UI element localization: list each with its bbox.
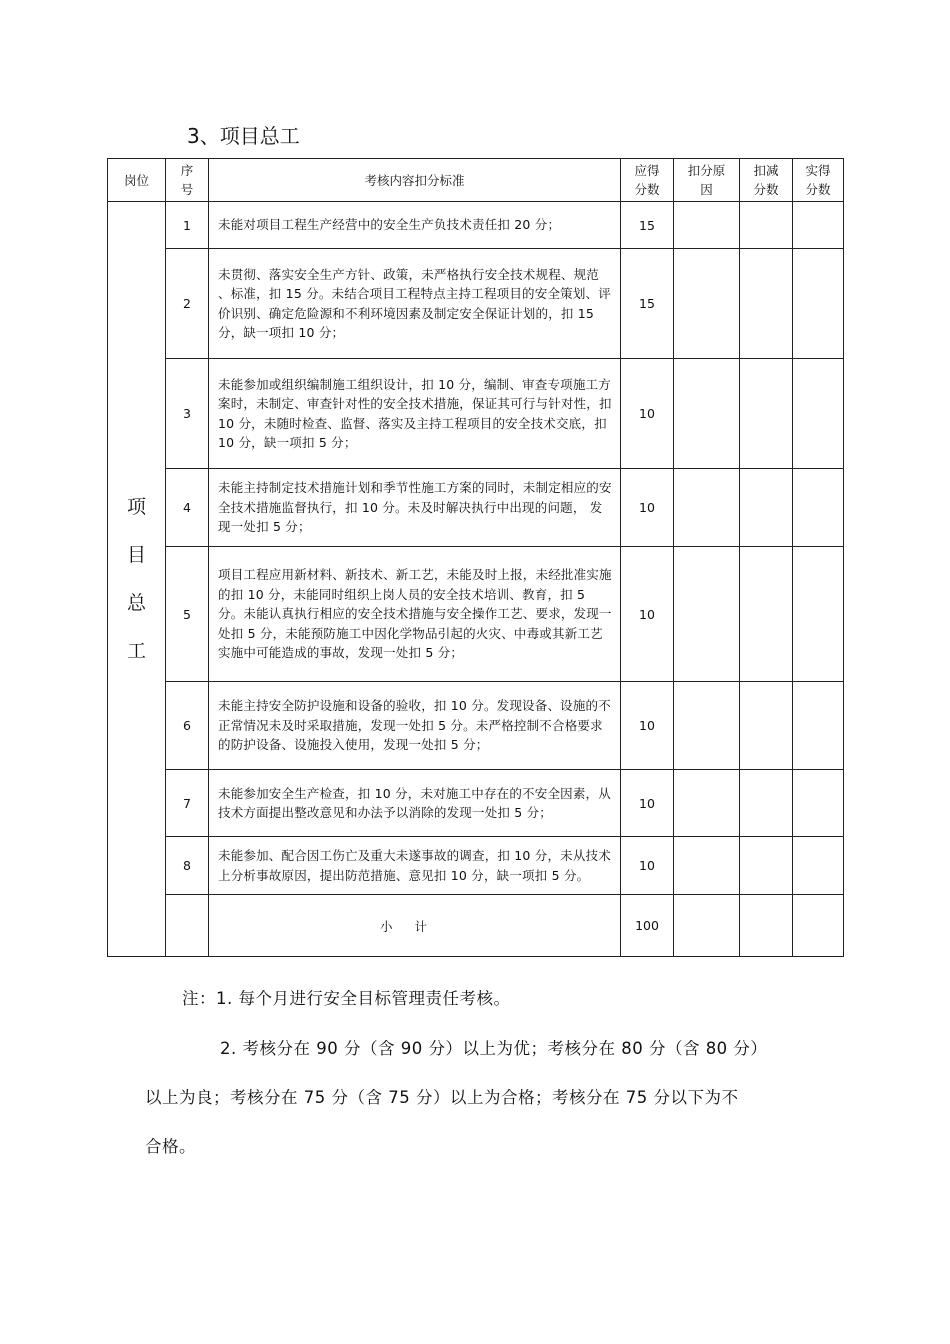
deduct-reason-cell	[674, 837, 740, 895]
deduct-score-cell	[740, 837, 793, 895]
table-row	[108, 249, 844, 359]
subtotal-label: 小计	[209, 895, 621, 957]
content-cell: 未贯彻、落实安全生产方针、政策，未严格执行安全技术规程、规范 、标准，扣 15 分。未结合项目工程特点主持工程项目的安全策划、评价识别、确定危险源和不利环境因素及制定安全保证计划的，扣 15 分，缺一项扣 10 分；	[209, 249, 621, 359]
table-row	[108, 469, 844, 547]
subtotal-seq-cell	[166, 895, 209, 957]
deduct-score-cell	[740, 469, 793, 547]
section-title: 3、项目总工	[187, 124, 300, 148]
actual-score-cell	[793, 359, 844, 469]
deduct-score-cell	[740, 249, 793, 359]
due-score-cell: 15	[621, 202, 674, 249]
note-line-4: 合格。	[145, 1137, 196, 1156]
note-line-1: 注：1. 每个月进行安全目标管理责任考核。	[182, 989, 511, 1008]
due-score-cell: 10	[621, 837, 674, 895]
table-row	[108, 547, 844, 682]
actual-score-cell	[793, 249, 844, 359]
seq-cell: 8	[166, 837, 209, 895]
note-line-2: 2. 考核分在 90 分（含 90 分）以上为优；考核分在 80 分（含 80 分）	[220, 1039, 768, 1058]
post-cell: 项 目 总 工	[108, 202, 166, 957]
table-row	[108, 837, 844, 895]
deduct-score-cell	[740, 895, 793, 957]
deduct-score-cell	[740, 202, 793, 249]
header-due-score: 应得 分数	[621, 159, 674, 202]
actual-score-cell	[793, 770, 844, 837]
deduct-reason-cell	[674, 359, 740, 469]
due-score-cell: 10	[621, 547, 674, 682]
seq-cell: 5	[166, 547, 209, 682]
due-score-cell: 10	[621, 682, 674, 770]
deduct-score-cell	[740, 682, 793, 770]
header-seq: 序 号	[166, 159, 209, 202]
seq-cell: 1	[166, 202, 209, 249]
seq-cell: 2	[166, 249, 209, 359]
actual-score-cell	[793, 547, 844, 682]
header-row	[108, 159, 844, 202]
header-deduct-reason: 扣分原 因	[674, 159, 740, 202]
deduct-score-cell	[740, 547, 793, 682]
seq-cell: 6	[166, 682, 209, 770]
due-score-cell: 10	[621, 469, 674, 547]
header-post: 岗位	[108, 159, 166, 202]
table-row	[108, 770, 844, 837]
deduct-score-cell	[740, 770, 793, 837]
header-content: 考核内容扣分标准	[209, 159, 621, 202]
content-cell: 未能参加安全生产检查，扣 10 分，未对施工中存在的不安全因素，从技术方面提出整改意见和办法予以消除的发现一处扣 5 分；	[209, 770, 621, 837]
header-actual-score: 实得 分数	[793, 159, 844, 202]
due-score-cell: 10	[621, 359, 674, 469]
actual-score-cell	[793, 202, 844, 249]
content-cell: 未能对项目工程生产经营中的安全生产负技术责任扣 20 分；	[209, 202, 621, 249]
deduct-reason-cell	[674, 895, 740, 957]
table-row	[108, 682, 844, 770]
note-line-3: 以上为良；考核分在 75 分（含 75 分）以上为合格；考核分在 75 分以下为不	[145, 1088, 739, 1107]
deduct-reason-cell	[674, 202, 740, 249]
actual-score-cell	[793, 469, 844, 547]
deduct-reason-cell	[674, 682, 740, 770]
actual-score-cell	[793, 837, 844, 895]
subtotal-row	[108, 895, 844, 957]
deduct-reason-cell	[674, 249, 740, 359]
due-score-cell: 10	[621, 770, 674, 837]
content-cell: 未能参加、配合因工伤亡及重大未遂事故的调查，扣 10 分，未从技术上分析事故原因，提出防范措施、意见扣 10 分，缺一项扣 5 分。	[209, 837, 621, 895]
deduct-reason-cell	[674, 469, 740, 547]
table-row	[108, 202, 844, 249]
deduct-reason-cell	[674, 770, 740, 837]
header-deduct-score: 扣减 分数	[740, 159, 793, 202]
deduct-score-cell	[740, 359, 793, 469]
content-cell: 未能参加或组织编制施工组织设计，扣 10 分，编制、审查专项施工方案时，未制定、审查针对性的安全技术措施，保证其可行与针对性，扣 10 分，未随时检查、监督、落实及主持工程项目的安全技术交底，扣 10 分，缺一项扣 5 分；	[209, 359, 621, 469]
due-score-cell: 15	[621, 249, 674, 359]
deduct-reason-cell	[674, 547, 740, 682]
seq-cell: 4	[166, 469, 209, 547]
seq-cell: 3	[166, 359, 209, 469]
seq-cell: 7	[166, 770, 209, 837]
content-cell: 项目工程应用新材料、新技术、新工艺，未能及时上报，未经批准实施的扣 10 分，未能同时组织上岗人员的安全技术培训、教育，扣 5 分。未能认真执行相应的安全技术措施与安全操作工艺、要求，发现一处扣 5 分，未能预防施工中因化学物品引起的火灾、中毒或其新工艺实施中可能造成的事故，发现一处扣 5 分；	[209, 547, 621, 682]
content-cell: 未能主持安全防护设施和设备的验收，扣 10 分。发现设备、设施的不正常情况未及时采取措施，发现一处扣 5 分。未严格控制不合格要求的防护设备、设施投入使用，发现一处扣 5 分；	[209, 682, 621, 770]
subtotal-score: 100	[621, 895, 674, 957]
table-row	[108, 359, 844, 469]
content-cell: 未能主持制定技术措施计划和季节性施工方案的同时，未制定相应的安全技术措施监督执行，扣 10 分。未及时解决执行中出现的问题， 发现一处扣 5 分；	[209, 469, 621, 547]
assessment-table	[107, 158, 844, 957]
actual-score-cell	[793, 682, 844, 770]
actual-score-cell	[793, 895, 844, 957]
